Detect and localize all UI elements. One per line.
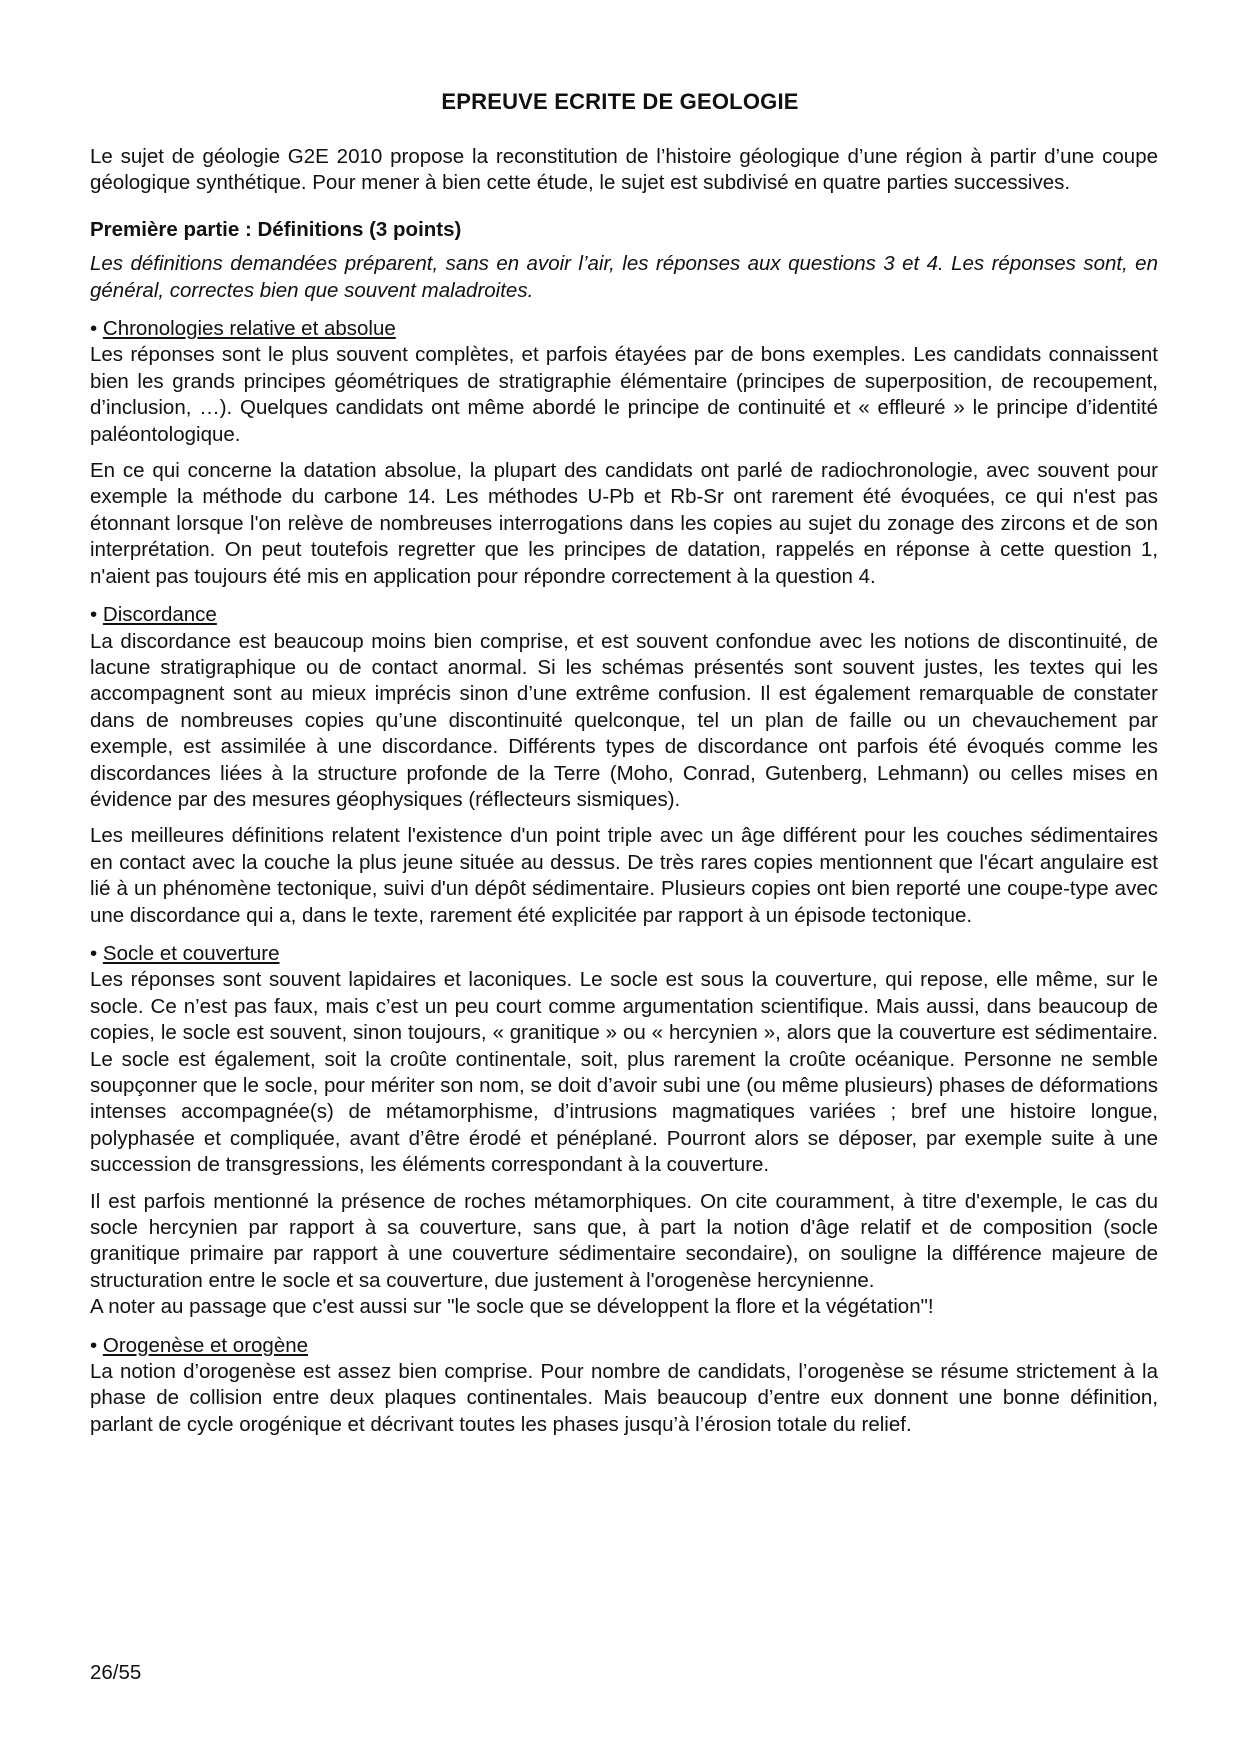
paragraph: A noter au passage que c'est aussi sur "le socle que se développent la flore et la végétation"! xyxy=(90,1295,934,1319)
bullet: • xyxy=(90,1333,98,1357)
section-heading-text: Socle et couverture xyxy=(102,941,280,965)
section-heading xyxy=(90,941,1158,967)
bullet: • xyxy=(90,317,98,341)
paragraph: La notion d’orogenèse est assez bien comprise. Pour nombre de candidats, l’orogenèse se résume strictement à la phase de collision entre deux plaques continentales. Mais beaucoup d’entre eux donnent une bonne définition, parlant de cycle orogénique et décrivant toutes les phases jusqu’à l’érosion totale du relief. xyxy=(90,1360,1158,1436)
section-heading-text: Discordance xyxy=(102,603,217,627)
section-heading xyxy=(90,602,1158,628)
paragraph: En ce qui concerne la datation absolue, la plupart des candidats ont parlé de radiochronologie, avec souvent pour exemple la méthode du carbone 14. Les méthodes U-Pb et Rb-Sr ont rarement été évoquées, ce qui n'est pas étonnant lorsque l'on relève de nombreuses interrogations dans les copies au sujet du zonage des zircons et de son interprétation. On peut toutefois regretter que les principes de datation, rappelés en réponse à cette question 1, n'aient pas toujours été mis en application pour répondre correctement à la question 4. xyxy=(90,459,1158,588)
intro-paragraph: Le sujet de géologie G2E 2010 propose la reconstitution de l’histoire géologique d’une région à partir d’une coupe géologique synthétique. Pour mener à bien cette étude, le sujet est subdivisé en quatre parties successives. xyxy=(90,145,1158,195)
part1-heading: Première partie : Définitions (3 points) xyxy=(90,217,462,241)
section-heading xyxy=(90,1333,1158,1359)
section-orogenese xyxy=(90,1333,1158,1439)
paragraph: Les meilleures définitions relatent l'existence d'un point triple avec un âge différent pour les couches sédimentaires en contact avec la couche la plus jeune située au dessus. De très rares copies mentionnent que l'écart angulaire est lié à un phénomène tectonique, suivi d'un dépôt sédimentaire. Plusieurs copies ont bien reporté une coupe-type avec une discordance qui a, dans le texte, rarement été explicitée par rapport à un épisode tectonique. xyxy=(90,824,1158,927)
paragraph: Les réponses sont souvent lapidaires et laconiques. Le socle est sous la couverture, qui repose, elle même, sur le socle. Ce n’est pas faux, mais c’est un peu court comme argumentation scientifique. Mais aussi, dans beaucoup de copies, le socle est souvent, sinon toujours, « granitique » ou « hercynien », alors que la couverture est sédimentaire. Le socle est également, soit la croûte continentale, soit, plus rarement la croûte océanique. Personne ne semble soupçonner que le socle, pour mériter son nom, se doit d’avoir subi une (ou même plusieurs) phases de déformations intenses accompagnée(s) de métamorphisme, d’intrusions magmatiques variées ; bref une histoire longue, polyphasée et compliquée, avant d’être érodé et pénéplané. Pourront alors se déposer, par exemple suite à une succession de transgressions, les éléments correspondant à la couverture. xyxy=(90,968,1158,1177)
paragraph: Les réponses sont le plus souvent complètes, et parfois étayées par de bons exemples. Les candidats connaissent bien les grands principes géométriques de stratigraphie élémentaire (principes de superposition, de recoupement, d’inclusion, …). Quelques candidats ont même abordé le principe de continuité et « effleuré » le principe d’identité paléontologique. xyxy=(90,343,1158,446)
section-discordance xyxy=(90,602,1158,929)
bullet: • xyxy=(90,941,98,965)
part1-intro: Les définitions demandées préparent, sans en avoir l’air, les réponses aux questions 3 et 4. Les réponses sont, en général, correctes bien que souvent maladroites. xyxy=(90,252,1158,302)
paragraph: Il est parfois mentionné la présence de roches métamorphiques. On cite couramment, à titre d'exemple, le cas du socle hercynien par rapport à sa couverture, sans que, à part la notion d'âge relatif et de composition (socle granitique primaire par rapport à une couverture sédimentaire secondaire), on souligne la différence majeure de structuration entre le socle et sa couverture, due justement à l'orogenèse hercynienne. xyxy=(90,1189,1158,1292)
section-socle-couverture xyxy=(90,941,1158,1321)
document-body xyxy=(90,144,1158,1438)
bullet: • xyxy=(90,603,98,627)
section-chronologies xyxy=(90,316,1158,590)
page-title: EPREUVE ECRITE DE GEOLOGIE xyxy=(441,89,799,114)
paragraph: La discordance est beaucoup moins bien comprise, et est souvent confondue avec les notions de discontinuité, de lacune stratigraphique ou de contact anormal. Si les schémas présentés sont souvent justes, les textes qui les accompagnent sont au mieux imprécis sinon d’une extrême confusion. Il est également remarquable de constater dans de nombreuses copies qu’une discontinuité quelconque, tel un plan de faille ou un chevauchement par exemple, est assimilée à une discordance. Différents types de discordance ont parfois été évoqués comme les discordances liées à la structure profonde de la Terre (Moho, Conrad, Gutenberg, Lehmann) ou celles mises en évidence par des mesures géophysiques (réflecteurs sismiques). xyxy=(90,629,1158,811)
section-heading xyxy=(90,316,1158,342)
section-heading-text: Chronologies relative et absolue xyxy=(102,317,396,341)
page-number: 26/55 xyxy=(90,1661,142,1684)
section-heading-text: Orogenèse et orogène xyxy=(102,1333,309,1357)
